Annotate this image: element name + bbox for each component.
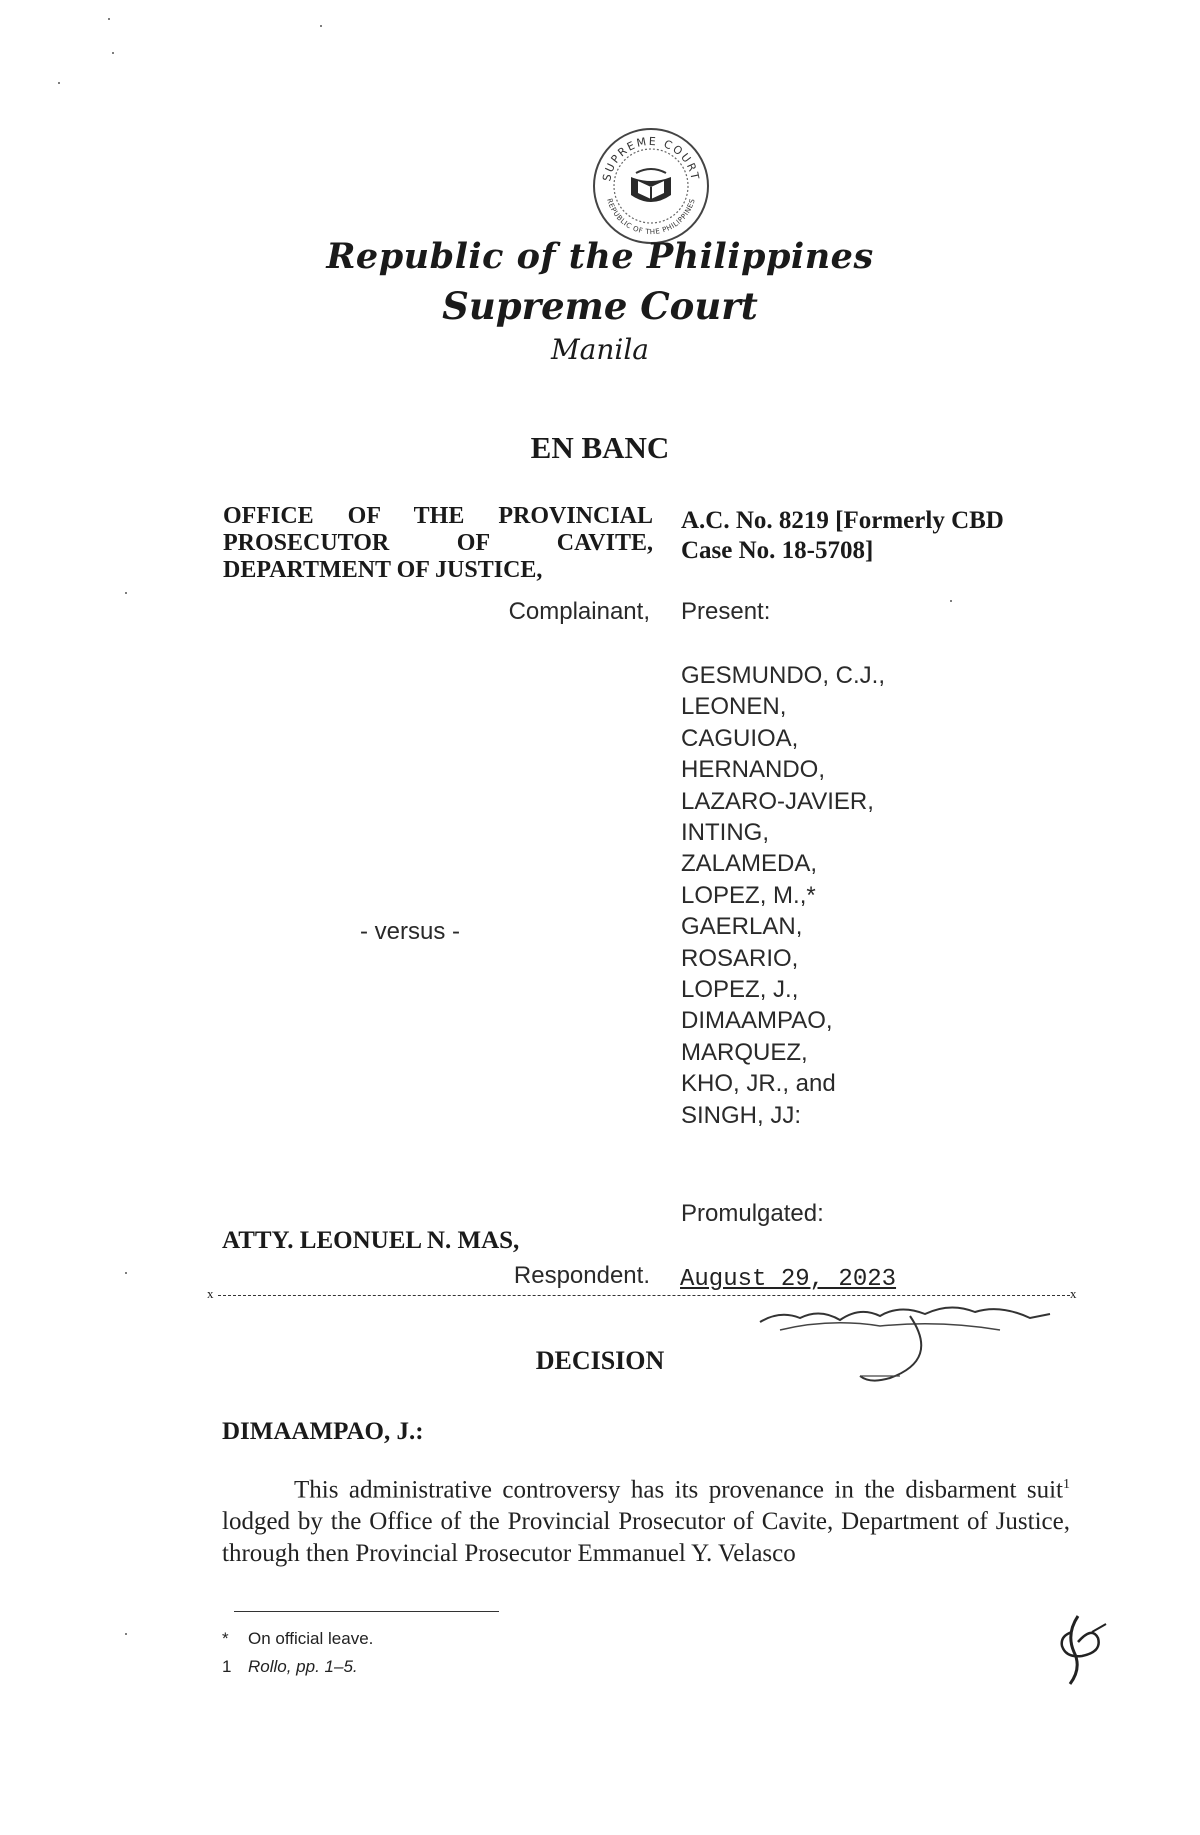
supreme-court-heading: Supreme Court [442,284,758,328]
scan-speck [950,600,952,602]
decision-body-paragraph [222,1469,1070,1570]
justice-name: GESMUNDO, C.J., [681,662,886,689]
justice-name: KHO, JR., and [681,1070,836,1098]
justice-name: DIMAAMPAO, [681,1007,833,1035]
scan-speck [320,25,322,27]
justice-name: LOPEZ, J., [681,976,799,1004]
footnote-mark: 1 [222,1657,232,1676]
caption-divider [218,1295,1070,1296]
justice-name: ZALAMEDA, [681,850,818,878]
caption-rule-end-mark: x [207,1286,214,1301]
footnote [222,1629,373,1649]
promulgated-label: Promulgated: [681,1200,824,1227]
body-text: This administrative controversy has its provenance in the disbarment suit [294,1476,1063,1504]
caption-rule-end-mark: x [1070,1286,1077,1301]
scan-speck [108,18,110,20]
promulgation-date: August 29, 2023 [680,1266,897,1293]
justice-name: ROSARIO, [681,944,799,972]
justice-name: INTING, [681,819,769,847]
clerk-signature [740,1300,1070,1390]
case-number: A.C. No. 8219 [Formerly CBD Case No. 18-5708] [681,507,1004,564]
justice-name: LAZARO-JAVIER, [681,787,874,815]
footnote-mark: * [222,1629,229,1648]
scan-speck [125,592,127,594]
footnote-text: On official leave. [248,1629,374,1648]
republic-heading: Republic of the Philippines [326,236,874,277]
footnote-text: Rollo, pp. 1–5. [248,1657,358,1676]
footnote-reference: 1 [1063,1477,1070,1492]
scan-speck [58,82,60,84]
complainant-label: Complainant, [508,598,650,625]
respondent-name: ATTY. LEONUEL N. MAS, [222,1227,520,1254]
justice-name: HERNANDO, [681,756,826,784]
complainant-name: OFFICE OF THE PROVINCIAL PROSECUTOR OF CAVITE, DEPARTMENT OF JUSTICE, [223,503,653,583]
versus-label: - versus - [360,918,461,945]
scan-speck [112,52,114,54]
footnote [222,1657,358,1677]
justice-name: LEONEN, [681,693,787,721]
justice-name: LOPEZ, M.,* [681,881,816,909]
handwritten-initials [1048,1612,1108,1688]
division-title: EN BANC [530,430,670,465]
justice-name: GAERLAN, [681,913,803,941]
seal-top-text: SUPREME COURT [600,134,702,183]
justice-name: SINGH, JJ: [681,1101,802,1129]
decision-title: DECISION [535,1346,665,1375]
justice-name: CAGUIOA, [681,724,799,752]
seal-bottom-text: REPUBLIC OF THE PHILIPPINES [605,197,697,237]
footnote-divider [234,1611,499,1612]
scan-speck [125,1272,127,1274]
city-heading: Manila [551,333,649,366]
justice-name: MARQUEZ, [681,1038,808,1066]
body-text: lodged by the Office of the Provincial Prosecutor of Cavite, Department of Justice, through then Provincial Prosecutor Emmanuel Y. Velasco [222,1508,1070,1568]
respondent-label: Respondent. [513,1262,650,1289]
scan-speck [125,1633,127,1635]
present-label: Present: [681,598,771,625]
justices-list [681,660,885,1131]
supreme-court-seal-icon [590,125,712,247]
ponente: DIMAAMPAO, J.: [222,1418,424,1445]
